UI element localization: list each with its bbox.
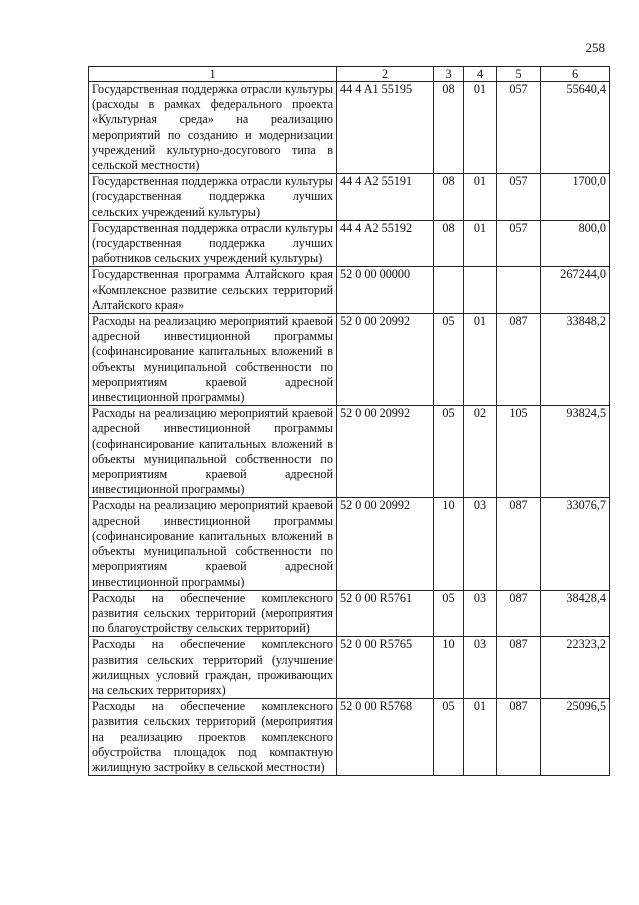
row-code: 44 4 A1 55195: [337, 82, 434, 174]
row-description: Государственная программа Алтайского края «Комплексное развитие сельских территорий Алтайского края»: [89, 267, 337, 314]
row-col4: 01: [464, 82, 497, 174]
row-code: 52 0 00 20992: [337, 314, 434, 406]
table-row: [89, 267, 610, 314]
row-code: 44 4 A2 55191: [337, 174, 434, 221]
row-col5: 087: [497, 590, 541, 637]
row-code: 52 0 00 20992: [337, 406, 434, 498]
row-code: 52 0 00 R5761: [337, 590, 434, 637]
row-code: 52 0 00 R5768: [337, 699, 434, 776]
row-col3: 10: [434, 637, 464, 699]
row-col5: 057: [497, 220, 541, 267]
row-col3: 08: [434, 220, 464, 267]
row-col5: [497, 267, 541, 314]
col-header-4: 4: [464, 67, 497, 82]
row-col3: [434, 267, 464, 314]
row-code: 52 0 00 R5765: [337, 637, 434, 699]
row-description: Государственная поддержка отрасли культуры (государственная поддержка лучших работников сельских учреждений культуры): [89, 220, 337, 267]
row-col4: [464, 267, 497, 314]
row-description: Расходы на обеспечение комплексного развития сельских территорий (улучшение жилищных условий граждан, проживающих на сельских территориях): [89, 637, 337, 699]
row-col4: 01: [464, 220, 497, 267]
row-description: Расходы на реализацию мероприятий краевой адресной инвестиционной программы (софинансирование капитальных вложений в объекты муниципальной собственности по мероприятиям краевой адресной инвестиционной программы): [89, 406, 337, 498]
row-col5: 087: [497, 637, 541, 699]
table-row: [89, 699, 610, 776]
page-number: 258: [585, 40, 605, 55]
row-col4: 03: [464, 498, 497, 590]
row-col3: 10: [434, 498, 464, 590]
table-row: [89, 637, 610, 699]
row-col5: 087: [497, 314, 541, 406]
header-row: [89, 67, 610, 82]
row-col5: 087: [497, 699, 541, 776]
row-description: Расходы на обеспечение комплексного развития сельских территорий (мероприятия по благоустройству сельских территорий): [89, 590, 337, 637]
row-amount: 22323,2: [541, 637, 610, 699]
row-col5: 087: [497, 498, 541, 590]
table-row: [89, 174, 610, 221]
row-amount: 33076,7: [541, 498, 610, 590]
table-row: [89, 590, 610, 637]
col-header-5: 5: [497, 67, 541, 82]
budget-table: [88, 66, 610, 776]
row-code: 52 0 00 00000: [337, 267, 434, 314]
table-row: [89, 82, 610, 174]
table-row: [89, 220, 610, 267]
col-header-2: 2: [337, 67, 434, 82]
row-amount: 38428,4: [541, 590, 610, 637]
row-amount: 800,0: [541, 220, 610, 267]
row-code: 44 4 A2 55192: [337, 220, 434, 267]
row-description: Государственная поддержка отрасли культуры (государственная поддержка лучших сельских учреждений культуры): [89, 174, 337, 221]
table-row: [89, 314, 610, 406]
row-description: Расходы на реализацию мероприятий краевой адресной инвестиционной программы (софинансирование капитальных вложений в объекты муниципальной собственности по мероприятиям краевой адресной инвестиционной программы): [89, 498, 337, 590]
row-description: Расходы на обеспечение комплексного развития сельских территорий (мероприятия на реализацию проектов комплексного обустройства площадок под компактную жилищную застройку в сельской местности): [89, 699, 337, 776]
col-header-3: 3: [434, 67, 464, 82]
row-col3: 05: [434, 699, 464, 776]
row-col4: 03: [464, 590, 497, 637]
row-description: Расходы на реализацию мероприятий краевой адресной инвестиционной программы (софинансирование капитальных вложений в объекты муниципальной собственности по мероприятиям краевой адресной инвестиционной программы): [89, 314, 337, 406]
row-amount: 93824,5: [541, 406, 610, 498]
row-col5: 057: [497, 174, 541, 221]
row-col3: 08: [434, 82, 464, 174]
row-amount: 1700,0: [541, 174, 610, 221]
row-col5: 105: [497, 406, 541, 498]
col-header-1: 1: [89, 67, 337, 82]
row-col4: 01: [464, 699, 497, 776]
row-amount: 33848,2: [541, 314, 610, 406]
row-code: 52 0 00 20992: [337, 498, 434, 590]
row-col4: 01: [464, 174, 497, 221]
row-col4: 02: [464, 406, 497, 498]
row-amount: 25096,5: [541, 699, 610, 776]
row-col3: 08: [434, 174, 464, 221]
row-amount: 267244,0: [541, 267, 610, 314]
row-col3: 05: [434, 406, 464, 498]
row-col3: 05: [434, 590, 464, 637]
col-header-6: 6: [541, 67, 610, 82]
row-description: Государственная поддержка отрасли культуры (расходы в рамках федерального проекта «Культурная среда» на реализацию мероприятий по созданию и модернизации учреждений культурно-досугового типа в сельской местности): [89, 82, 337, 174]
row-col4: 01: [464, 314, 497, 406]
table-row: [89, 406, 610, 498]
table-row: [89, 498, 610, 590]
row-col3: 05: [434, 314, 464, 406]
row-amount: 55640,4: [541, 82, 610, 174]
row-col4: 03: [464, 637, 497, 699]
row-col5: 057: [497, 82, 541, 174]
